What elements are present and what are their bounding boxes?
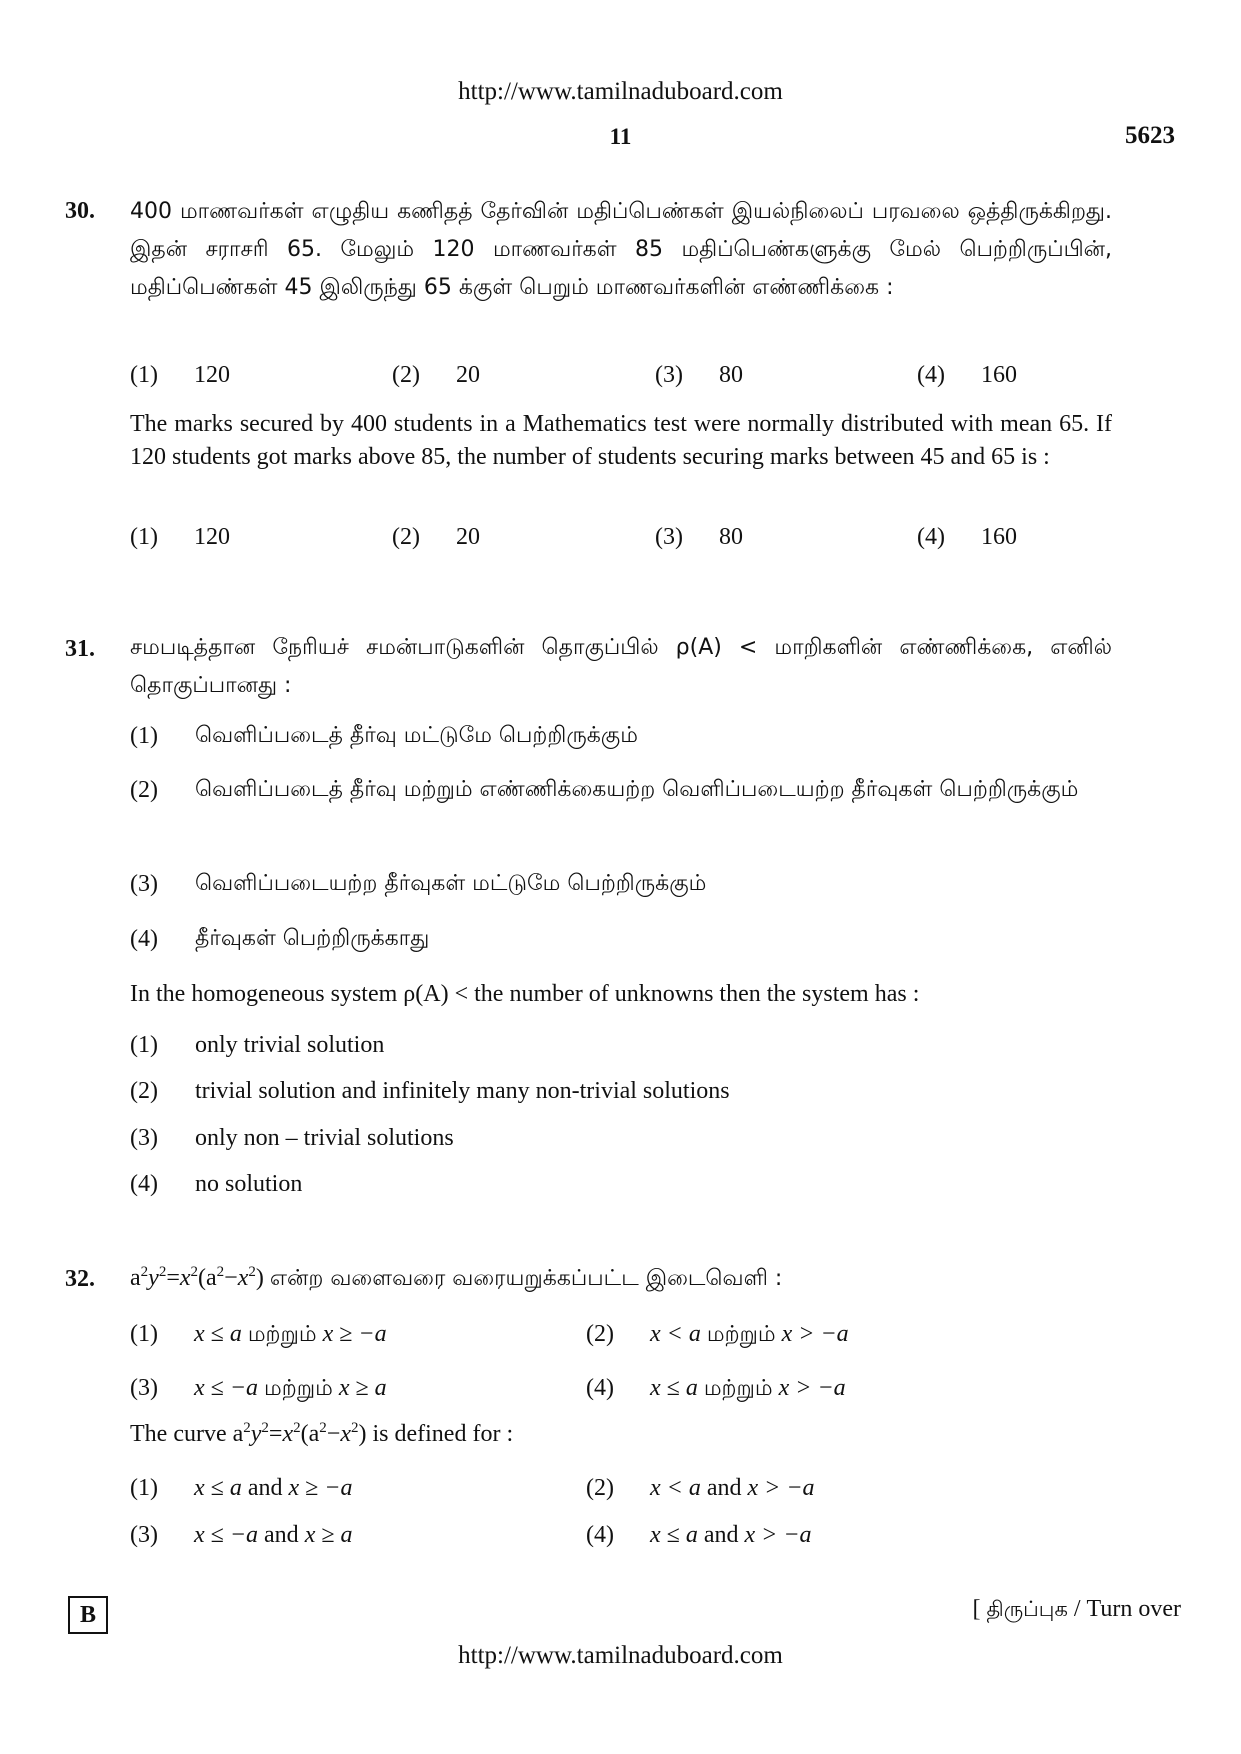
- q32-tamil-option-3: (3) x ≤ −a மற்றும் x ≥ a: [130, 1375, 387, 1401]
- q32-english-suffix: is defined for :: [372, 1421, 514, 1447]
- q32-tamil-text: [130, 1260, 782, 1298]
- q30-tamil-text: 400 மாணவர்கள் எழுதிய கணிதத் தேர்வின் மதிப்பெண்கள் இயல்நிலைப் பரவலை ஒத்திருக்கிறது. இதன் சராசரி 65. மேலும் 120 மாணவர்கள் 85 மதிப்பெண்களுக்கு மேல் பெற்றிருப்பின், மதிப்பெண்கள் 45 இலிருந்து 65 க்குள் பெறும் மாணவர்களின் எண்ணிக்கை :: [130, 199, 1112, 300]
- q31-english-option-3: (3) only non – trivial solutions: [130, 1125, 454, 1151]
- q30-tamil-option-3: (3) 80: [655, 362, 743, 388]
- q31-english-option-2: (2) trivial solution and infinitely many non-trivial solutions: [130, 1078, 730, 1104]
- q31-english-text: In the homogeneous system ρ(A) < the number of unknowns then the system has :: [130, 981, 920, 1007]
- q32-english-option-3: (3) x ≤ −a and x ≥ a: [130, 1522, 353, 1548]
- q32-tamil-option-1: (1) x ≤ a மற்றும் x ≥ −a: [130, 1321, 387, 1347]
- q32-tamil-option-4: (4) x ≤ a மற்றும் x > −a: [586, 1375, 846, 1401]
- footer-url: http://www.tamilnaduboard.com: [458, 1642, 783, 1669]
- q32-english-prefix: The curve: [130, 1421, 227, 1447]
- q31-english-option-4: (4) no solution: [130, 1171, 303, 1197]
- question-number-31: 31.: [65, 636, 95, 662]
- page-number: 11: [609, 124, 632, 149]
- q32-english-options-row-2: [130, 1522, 1120, 1556]
- q32-english-text: [130, 1420, 513, 1448]
- q30-english-text: The marks secured by 400 students in a Mathematics test were normally distributed with mean 65. If 120 students got marks above 85, the number of students securing marks between 45 and 65 is :: [130, 411, 1112, 470]
- q31-english-option-1: (1) only trivial solution: [130, 1032, 385, 1058]
- q32-equation: $a^2y^2=x^2(a^2-x^2)$: [130, 1264, 264, 1291]
- q30-english-option-1: (1) 120: [130, 524, 230, 550]
- q31-tamil-option-3: (3) வெளிப்படையற்ற தீர்வுகள் மட்டுமே பெற்றிருக்கும்: [130, 871, 707, 897]
- q30-tamil-option-2: (2) 20: [392, 362, 480, 388]
- series-letter-box: B: [68, 1596, 108, 1634]
- q32-english-option-1: (1) x ≤ a and x ≥ −a: [130, 1475, 353, 1501]
- q32-english-option-2: (2) x < a and x > −a: [586, 1475, 815, 1501]
- q32-tamil-option-2: (2) x < a மற்றும் x > −a: [586, 1321, 849, 1347]
- q30-tamil-options: [130, 362, 1120, 396]
- q32-english-options-row-1: [130, 1475, 1120, 1509]
- q32-tamil-suffix: என்ற வளைவரை வரையறுக்கப்பட்ட இடைவெளி :: [269, 1266, 783, 1291]
- q32-tamil-options-row-2: [130, 1370, 1120, 1404]
- q30-english-option-3: (3) 80: [655, 524, 743, 550]
- q30-tamil-option-1: (1) 120: [130, 362, 230, 388]
- header-url: http://www.tamilnaduboard.com: [458, 78, 783, 105]
- q30-english-option-4: (4) 160: [917, 524, 1017, 550]
- turn-over-label: [ திருப்புக / Turn over: [972, 1596, 1181, 1622]
- q32-tamil-options-row-1: [130, 1316, 1120, 1350]
- q31-tamil-option-1: (1) வெளிப்படைத் தீர்வு மட்டுமே பெற்றிருக்கும்: [130, 723, 638, 749]
- q31-tamil-option-2: (2) வெளிப்படைத் தீர்வு மற்றும் எண்ணிக்கையற்ற வெளிப்படையற்ற தீர்வுகள் பெற்றிருக்கும்: [130, 777, 1079, 803]
- q31-tamil-text: சமபடித்தான நேரியச் சமன்பாடுகளின் தொகுப்பில் ρ(A) < மாறிகளின் எண்ணிக்கை, எனில் தொகுப்பானது :: [130, 635, 1112, 698]
- q32-equation-english: $a^2y^2=x^2(a^2-x^2)$: [232, 1420, 367, 1447]
- turn-over-tamil: திருப்புக: [986, 1597, 1068, 1621]
- q30-english-options: [130, 524, 1120, 558]
- q32-english-option-4: (4) x ≤ a and x > −a: [586, 1522, 812, 1548]
- q30-tamil-option-4: (4) 160: [917, 362, 1017, 388]
- turn-over-english: Turn over: [1086, 1596, 1181, 1622]
- question-number-32: 32.: [65, 1266, 95, 1292]
- q30-english-option-2: (2) 20: [392, 524, 480, 550]
- question-number-30: 30.: [65, 198, 95, 224]
- q31-tamil-option-4: (4) தீர்வுகள் பெற்றிருக்காது: [130, 926, 430, 952]
- paper-code: 5623: [1125, 122, 1175, 149]
